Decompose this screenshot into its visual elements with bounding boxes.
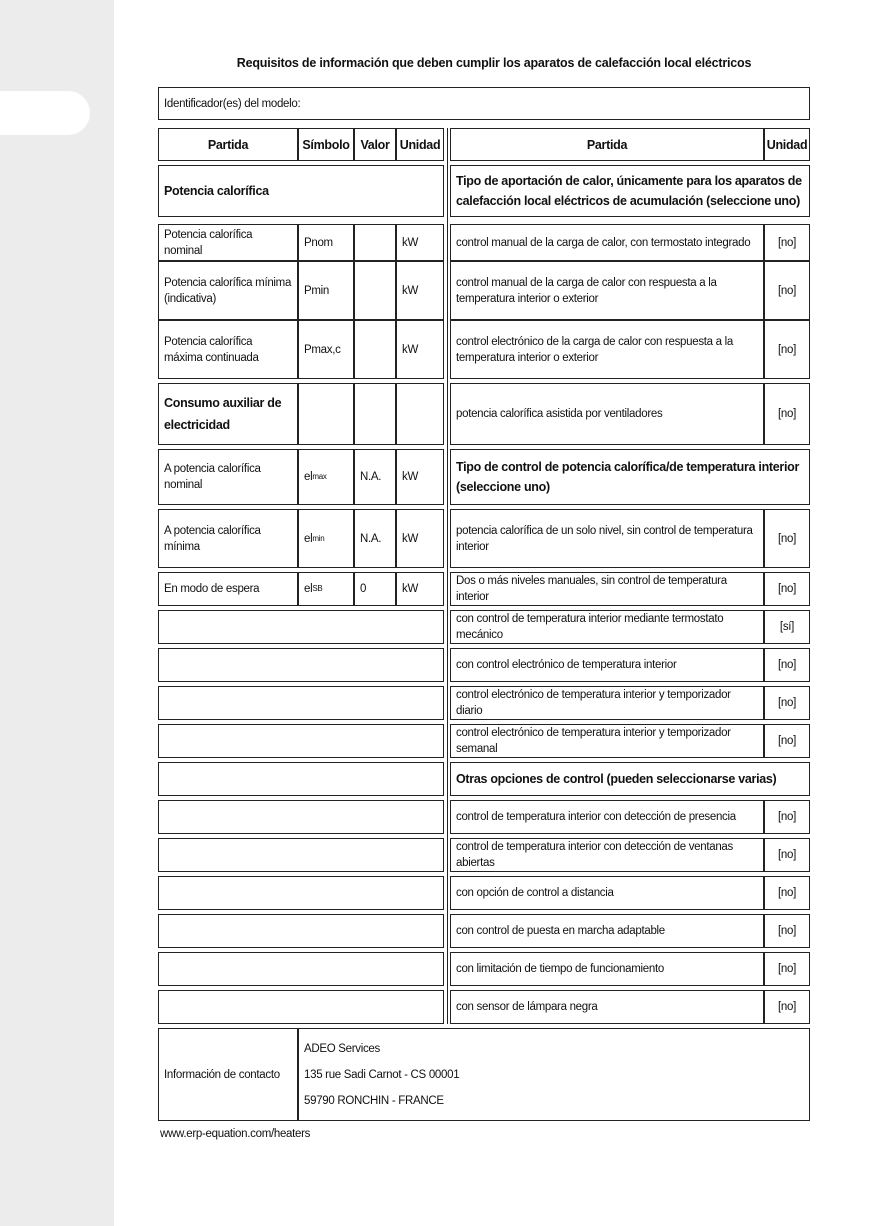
row-unit-right: [no] <box>764 509 810 568</box>
contact-street: 135 rue Sadi Carnot - CS 00001 <box>304 1068 460 1081</box>
column-divider <box>447 128 448 1024</box>
row-value <box>354 261 396 320</box>
empty-cell <box>158 800 444 834</box>
row-item-right: control electrónico de la carga de calor con respuesta a la temperatura interior o exterior <box>450 320 764 379</box>
header-valor: Valor <box>354 128 396 161</box>
empty-cell <box>158 686 444 720</box>
row-unit-right: [no] <box>764 952 810 986</box>
empty-cell <box>396 383 444 445</box>
row-unit-right: [no] <box>764 383 810 445</box>
empty-cell <box>158 610 444 644</box>
row-item-right: control de temperatura interior con detección de presencia <box>450 800 764 834</box>
row-item-right: con control electrónico de temperatura interior <box>450 648 764 682</box>
contact-company: ADEO Services <box>304 1042 380 1055</box>
empty-cell <box>298 383 354 445</box>
row-item: En modo de espera <box>158 572 298 606</box>
row-item-right: control electrónico de temperatura interior y temporizador semanal <box>450 724 764 758</box>
page-title: Requisitos de información que deben cumplir los aparatos de calefacción local eléctricos <box>236 56 752 70</box>
contact-address <box>298 1028 810 1121</box>
section-tipo-aportacion: Tipo de aportación de calor, únicamente para los aparatos de calefacción local eléctricos de acumulación (seleccione uno) <box>450 165 810 217</box>
row-unit: kW <box>396 224 444 261</box>
row-symbol: Pmin <box>298 261 354 320</box>
row-value <box>354 224 396 261</box>
page-margin-band <box>0 0 114 1226</box>
row-item-right: con opción de control a distancia <box>450 876 764 910</box>
empty-cell <box>158 838 444 872</box>
header-partida-right: Partida <box>450 128 764 161</box>
header-unidad-right: Unidad <box>764 128 810 161</box>
empty-cell <box>158 762 444 796</box>
section-potencia-calorifica: Potencia calorífica <box>158 165 444 217</box>
row-unit: kW <box>396 509 444 568</box>
row-item: Potencia calorífica mínima (indicativa) <box>158 261 298 320</box>
empty-cell <box>158 724 444 758</box>
header-unidad-left: Unidad <box>396 128 444 161</box>
row-item-right: con control de temperatura interior mediante termostato mecánico <box>450 610 764 644</box>
row-symbol: el min <box>298 509 354 568</box>
row-unit-right: [no] <box>764 261 810 320</box>
contact-label: Información de contacto <box>158 1028 298 1121</box>
row-unit-right: [no] <box>764 876 810 910</box>
row-unit-right: [no] <box>764 838 810 872</box>
header-simbolo: Símbolo <box>298 128 354 161</box>
empty-cell <box>158 876 444 910</box>
contact-city: 59790 RONCHIN - FRANCE <box>304 1094 444 1107</box>
row-item-right: con sensor de lámpara negra <box>450 990 764 1024</box>
empty-cell <box>158 914 444 948</box>
section-consumo-auxiliar: Consumo auxiliar de electricidad <box>158 383 298 445</box>
row-symbol: Pnom <box>298 224 354 261</box>
row-item-right: con control de puesta en marcha adaptable <box>450 914 764 948</box>
row-symbol: Pmax,c <box>298 320 354 379</box>
row-item-right: control de temperatura interior con detección de ventanas abiertas <box>450 838 764 872</box>
row-item: Potencia calorífica nominal <box>158 224 298 261</box>
row-unit-right: [no] <box>764 224 810 261</box>
row-item-right: con limitación de tiempo de funcionamiento <box>450 952 764 986</box>
section-tipo-control: Tipo de control de potencia calorífica/de temperatura interior (seleccione uno) <box>450 449 810 505</box>
row-unit-right: [sí] <box>764 610 810 644</box>
row-unit-right: [no] <box>764 320 810 379</box>
row-unit-right: [no] <box>764 686 810 720</box>
row-value: N.A. <box>354 449 396 505</box>
empty-cell <box>158 952 444 986</box>
row-item-right: potencia calorífica de un solo nivel, sin control de temperatura interior <box>450 509 764 568</box>
row-value <box>354 320 396 379</box>
page-tab-marker <box>0 91 90 135</box>
section-otras-opciones: Otras opciones de control (pueden seleccionarse varias) <box>450 762 810 796</box>
row-unit-right: [no] <box>764 572 810 606</box>
row-unit-right: [no] <box>764 648 810 682</box>
empty-cell <box>158 990 444 1024</box>
row-unit: kW <box>396 449 444 505</box>
row-unit-right: [no] <box>764 724 810 758</box>
header-partida-left: Partida <box>158 128 298 161</box>
row-item: Potencia calorífica máxima continuada <box>158 320 298 379</box>
row-symbol: el max <box>298 449 354 505</box>
info-table <box>158 87 810 1121</box>
row-value: 0 <box>354 572 396 606</box>
row-unit: kW <box>396 261 444 320</box>
row-unit-right: [no] <box>764 800 810 834</box>
empty-cell <box>158 648 444 682</box>
model-id-label: Identificador(es) del modelo: <box>158 87 810 120</box>
row-unit: kW <box>396 320 444 379</box>
row-item-right: potencia calorífica asistida por ventiladores <box>450 383 764 445</box>
row-unit: kW <box>396 572 444 606</box>
row-item-right: control manual de la carga de calor con respuesta a la temperatura interior o exterior <box>450 261 764 320</box>
row-unit-right: [no] <box>764 990 810 1024</box>
row-item-right: Dos o más niveles manuales, sin control de temperatura interior <box>450 572 764 606</box>
row-item-right: control manual de la carga de calor, con termostato integrado <box>450 224 764 261</box>
row-item: A potencia calorífica mínima <box>158 509 298 568</box>
row-unit-right: [no] <box>764 914 810 948</box>
empty-cell <box>354 383 396 445</box>
row-symbol: el SB <box>298 572 354 606</box>
row-item: A potencia calorífica nominal <box>158 449 298 505</box>
row-item-right: control electrónico de temperatura interior y temporizador diario <box>450 686 764 720</box>
row-value: N.A. <box>354 509 396 568</box>
footer-url: www.erp-equation.com/heaters <box>160 1128 311 1140</box>
